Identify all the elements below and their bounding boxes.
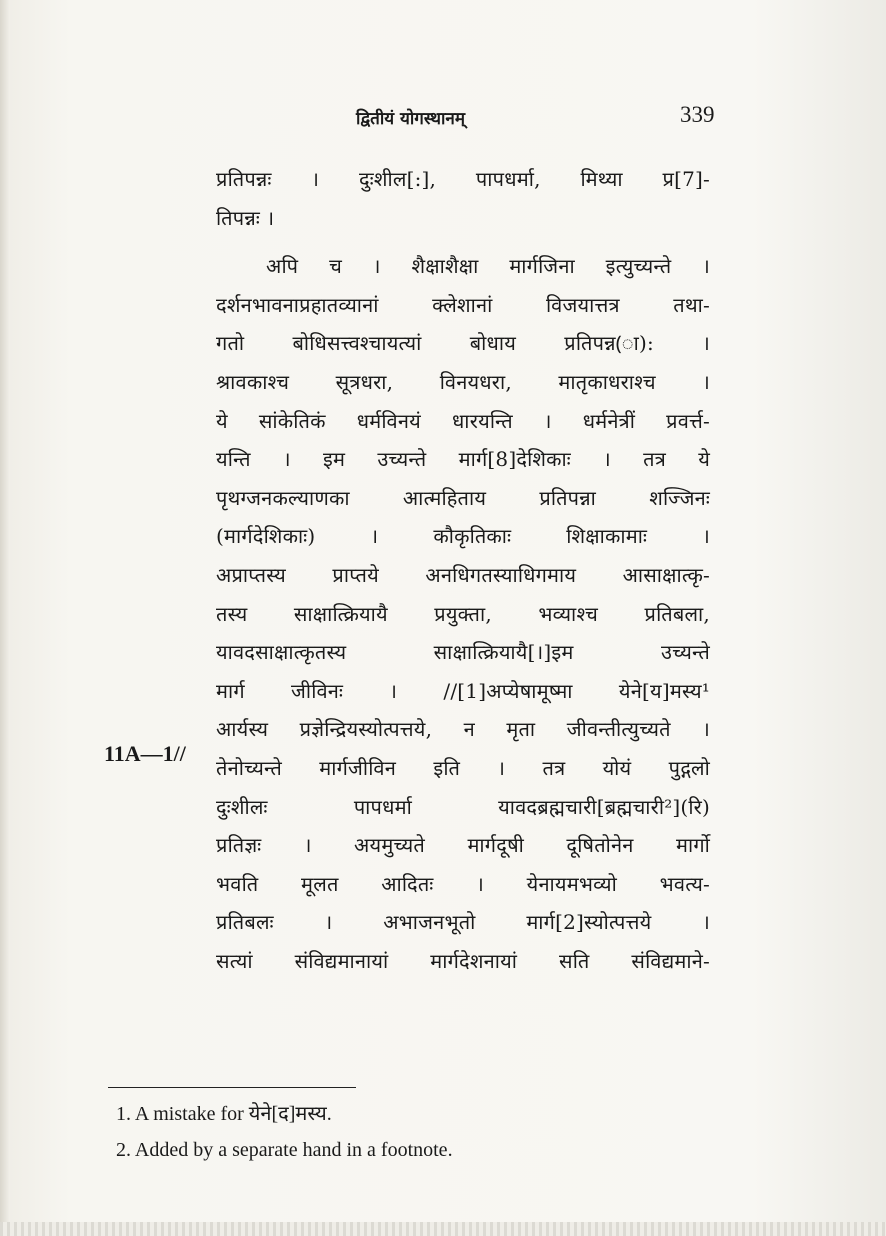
page-number: 339 <box>680 102 715 127</box>
main-text <box>216 160 710 980</box>
text-line: यन्ति । इम उच्यन्ते मार्ग[8]देशिकाः । तत्र ये <box>216 447 710 472</box>
text-line: तस्य साक्षात्क्रियायै प्रयुक्ता, भव्याश्च प्रतिबला, <box>216 601 710 626</box>
running-title: द्वितीयं योगस्थानम् <box>356 109 466 129</box>
text-line: गतो बोधिसत्त्वश्चायत्यां बोधाय प्रतिपन्न(ा): । <box>216 331 710 356</box>
text-line: प्रतिज्ञः । अयमुच्यते मार्गदूषी दूषितोनेन मार्गो <box>216 833 710 858</box>
text-line: अप्राप्तस्य प्राप्तये अनधिगतस्याधिगमाय आसाक्षात्कृ- <box>216 562 710 587</box>
footnotes <box>116 1098 716 1170</box>
text-line: भवति मूलत आदितः । येनायमभव्यो भवत्य- <box>216 871 710 896</box>
text-line: ये सांकेतिकं धर्मविनयं धारयन्ति । धर्मनेत्रीं प्रवर्त्त- <box>216 408 710 433</box>
scan-edge <box>0 1222 886 1236</box>
footnote-1: 1. A mistake for येने[द]मस्य. <box>116 1103 332 1125</box>
text-line: प्रतिबलः । अभाजनभूतो मार्ग[2]स्योत्पत्तये । <box>216 910 710 935</box>
folio-margin-note: 11A—1// <box>104 741 186 766</box>
binding-edge <box>0 0 10 1236</box>
text-line: श्रावकाश्च सूत्रधरा, विनयधरा, मातृकाधराश्च । <box>216 369 710 394</box>
footnote-divider <box>108 1087 356 1088</box>
text-line: तिपन्नः । <box>216 205 275 230</box>
text-line: मार्ग जीविनः । //[1]अप्येषामूष्मा येने[य]मस्य¹ <box>216 678 710 703</box>
text-line: पृथग्जनकल्याणका आत्महिताय प्रतिपन्ना शज्जिनः <box>216 485 710 510</box>
text-line: दुःशीलः पापधर्मा यावदब्रह्मचारी[ब्रह्मचारी²](रि) <box>216 794 710 819</box>
text-line: आर्यस्य प्रज्ञेन्द्रियस्योत्पत्तये, न मृता जीवन्तीत्युच्यते । <box>216 717 710 742</box>
text-line: अपि च । शैक्षाशैक्षा मार्गजिना इत्युच्यन्ते । <box>266 254 710 279</box>
text-line: (मार्गदेशिकाः) । कौकृतिकाः शिक्षाकामाः । <box>216 524 710 549</box>
text-line: तेनोच्यन्ते मार्गजीविन इति । तत्र योयं पुद्गलो <box>216 755 710 780</box>
text-line: यावदसाक्षात्कृतस्य साक्षात्क्रियायै[।]इम उच्यन्ते <box>216 640 710 665</box>
footnote-2: 2. Added by a separate hand in a footnote. <box>116 1139 453 1161</box>
page-header <box>0 102 886 132</box>
text-line: प्रतिपन्नः । दुःशील[:], पापधर्मा, मिथ्या प्र[7]- <box>216 167 710 191</box>
text-line: सत्यां संविद्यमानायां मार्गदेशनायां सति संविद्यमाने- <box>216 948 710 973</box>
text-line: दर्शनभावनाप्रहातव्यानां क्लेशानां विजयात्तत्र तथा- <box>216 292 710 317</box>
